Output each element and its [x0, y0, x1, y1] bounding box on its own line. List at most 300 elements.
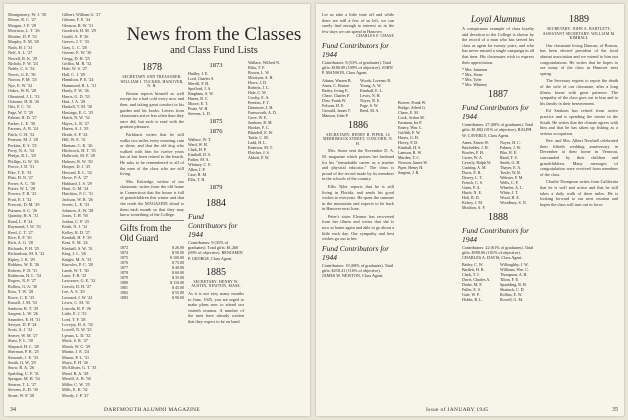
year-heading-1878: 1878 [142, 62, 162, 73]
contributor-name: Norris, G. E. '30 [8, 71, 36, 77]
contributor-name: Webster, F. M. [500, 174, 524, 180]
name-list [188, 71, 244, 116]
contributor-name: Oakes, W. R. '28 [8, 88, 36, 94]
contributor-name: Spofford, J. A. [188, 86, 212, 91]
contributor-name: Lewis, N. H. [360, 92, 381, 98]
fund-summary-1887: Contributors: 27 (68% of graduates). Total gifts: $1,802 (91% of objective). RALPH W. CAVERLY, Class Agent. [462, 122, 534, 138]
contributor-name: Whitney, C. E. [188, 162, 212, 167]
gift-year: 1875 [120, 254, 128, 260]
contributor-name: Morgan, J. F. '29 [8, 22, 37, 28]
contributor-name: Kimball, S. W. '31 [62, 245, 93, 251]
contributor-name: French, C. S. [462, 179, 483, 185]
gift-amount: $ 40.00 [172, 264, 184, 270]
contributor-name: Marden, T. C. [398, 155, 421, 160]
name-column-2 [62, 12, 116, 398]
contributor-name: Rollins, G. A. '30 [8, 283, 38, 289]
contributor-name: Bailey, C. W. [462, 262, 484, 268]
year-heading-1888: 1888 [488, 211, 508, 223]
contributor-name: Chase, E. M. [398, 110, 419, 115]
contributor-name: Lane, F. R. '25 [62, 273, 87, 278]
contributor-name: Holt, R. D. [462, 194, 480, 200]
contributor-name: Gleason, R. W. '31 [62, 22, 94, 28]
contributor-name: * Mrs. Whitney [462, 82, 488, 88]
contributor-name: Patch, C. H. '32 [8, 131, 35, 137]
contributor-name: Newell, R. K. '29 [8, 55, 38, 61]
contributor-name: Sawyer, D. P. '24 [8, 321, 37, 327]
contributor-name: Lowell, N. W. '25 [62, 327, 92, 333]
contributor-name: Mayo, F. H. '26 [62, 360, 89, 365]
contributor-name: Heath, S. P. '24 [62, 131, 88, 137]
column-1889 [540, 12, 618, 209]
contributor-name: Hinman, C. K. '26 [62, 142, 93, 148]
fund-heading-1888: Fund Contributors for 1944 [462, 225, 530, 244]
contributor-name: Spalding, C. F. '31 [8, 370, 39, 376]
page-footer: DARTMOUTH ALUMNI MAGAZINE [104, 407, 201, 413]
contributor-name: Harris, G. D. '33 [62, 93, 90, 99]
contributor-name: Bowen, Frank W. [398, 100, 426, 105]
year-heading-1885: 1885 [206, 266, 226, 278]
contributor-name: Rice, E. F. '30 [8, 234, 32, 240]
gift-amount: $ 26.00 [172, 244, 184, 250]
contributor-name: Pease, W. H. [188, 106, 209, 111]
contributor-name: Hazen, A. J. '29 [62, 126, 89, 132]
gift-amount: $ 50.00 [172, 249, 184, 255]
fund-names-1888 [462, 262, 534, 302]
contributor-name: Shattuck, C. D. [500, 287, 525, 293]
class-credits-1885: SECRETARY: HENRY W. AUSTIN, NEWTON, MASS. [191, 279, 241, 289]
paragraph: Boston reports himself as well except for a bad cold every now and then, and taking great comfort in his garden and his books. Letters from classmates arrive less often than they once did, but each is read with the greatest pleasure. [120, 90, 184, 130]
page-footer: Issue of JANUARY 1945 [426, 407, 489, 413]
contributor-name: Bowles, F. H. [462, 149, 484, 155]
contributor-name: Lamson, R. W. [398, 150, 422, 155]
contributor-name: Marsh, W. C. '29 [62, 343, 91, 349]
contributor-name: Hatch, N. W. '32 [62, 115, 90, 121]
year-heading-1886: 1886 [348, 119, 368, 131]
contributor-name: Otis, F. C. '31 [8, 104, 31, 110]
contributor-name: Case, R. M. [188, 172, 207, 177]
contributor-name: Clark, T. J. [462, 272, 480, 278]
contributor-name: Parsons, A. B. '24 [8, 126, 38, 132]
contributor-name: Williams, Wm. C. [500, 267, 529, 273]
fund-summary-1886: Contributors: 19 (68% of graduates). Total gifts: $218.41 (116% of objective). JAMES W. NEWTON, Class Agent. [322, 262, 394, 279]
contributor-name: Bliss, T. F. [248, 65, 265, 70]
contributor-name: Graves, J. T. '33 [62, 39, 89, 45]
contributor-name: Harris, G. H. [398, 135, 419, 140]
column-loyal-alumnus [462, 12, 534, 302]
contributor-name: Hazen, R. C. [188, 96, 209, 101]
contributor-name: Wheeler, A. L. [500, 184, 524, 190]
paragraph: The Secretary regrets to report the death of the wife of our classmate, after a long illness borne with great patience. The sympathy of the class goes out to him and to his family in their bereavement. [540, 78, 618, 106]
contributor-name: Ames, C. Burton [322, 82, 350, 88]
contributor-name: Quimby, H. A. '31 [8, 213, 39, 219]
contributor-name: Pierce, J. D. '31 [8, 164, 35, 170]
contributor-name: Parker, L. E. '30 [8, 120, 36, 126]
contributor-name: Lord, T. F. '28 [62, 316, 86, 322]
contributor-name: Sargent, L. W. '26 [8, 311, 38, 317]
gift-amount: $ 55.00 [172, 289, 184, 295]
contributor-name: Gregg, D. H. '25 [62, 55, 90, 61]
contributor-name: Lewis, C. M. '31 [62, 300, 90, 306]
column-1878 [120, 60, 184, 300]
name-list [248, 60, 306, 160]
year-heading-1887: 1887 [488, 89, 508, 101]
contributor-name: Smith, G. H. [500, 159, 521, 165]
contributor-name: Shepard, H. C. '28 [8, 343, 39, 349]
class-notes-top: Let us take a little time off and while there are still a few of us left, we can surely find enough to interest us in the few days we can spend in Hanover. [322, 12, 394, 34]
contributor-name: Noble, C. S. '34 [8, 66, 35, 72]
contributor-name: Keith, N. J. '32 [62, 224, 88, 230]
contributor-name: Bridge, Alfred G. [398, 105, 426, 110]
contributor-name: Snow, R. A. '26 [8, 365, 35, 371]
contributor-name: Nichols, F. W. '24 [8, 60, 38, 66]
contributor-name: Gates, P. A. [462, 184, 481, 190]
contributor-name: Page, W. T. '29 [8, 109, 34, 115]
contributor-name: Rowell, G. M. [500, 297, 523, 303]
contributor-name: Merrill, F. H. [188, 81, 210, 86]
fund-summary-1884: Contributors: 9 (35% of graduates). Total gifts: $1,260 (69% of objective). BENJAMIN P. GEORGE, Class Agent. [188, 240, 243, 261]
gift-amount: $ 75.00 [172, 259, 184, 265]
column-1885-cont [322, 12, 394, 280]
contributor-name: Sprague, M. H. '34 [8, 376, 40, 382]
contributor-name: Hatch, N. E. [462, 189, 482, 195]
paragraph: Ed Sanborn has retired from active practice and is spending the winter in the South. He writes that the climate agrees with him and that he has taken up fishing as a serious occupation. [540, 108, 618, 136]
contributor-name: Willoughby, J. W. [500, 262, 529, 268]
contributor-name: Moody, J. P. '27 [62, 392, 89, 398]
column-middle [188, 60, 244, 325]
contributor-name: Holbrook, M. F. '28 [62, 153, 95, 159]
paragraph: Peter's sister Eleanor has recovered from her illness and writes that she is now at home again and able to go about a little each day. Our sympathy and best wishes go out to her. [322, 213, 394, 242]
contributor-name: Cushing, A. M. [462, 164, 487, 170]
gifts-table [120, 245, 184, 300]
contributor-name: Hardy, F. W. '26 [62, 88, 89, 94]
contributor-name: Davis, Charles A. [462, 277, 491, 283]
gift-year: 1882 [120, 289, 128, 295]
contributor-name: Woods, Lorenzo B. [360, 77, 392, 83]
contributor-name: Moore, E. T. [188, 101, 209, 106]
contributor-name: Phelps, R. L. '29 [8, 153, 36, 159]
contributor-name: Montgomery, W. J. '30 [8, 12, 46, 17]
contributor-name: Palmer, R. D. '27 [8, 115, 37, 121]
contributor-name: Eastman, Ira P. [398, 120, 422, 125]
contributor-name: Thompson, A. B. [500, 272, 528, 278]
contributor-name: Kimball, E. L. [360, 87, 383, 93]
contributor-name: Wood, H. E. [500, 194, 520, 200]
gift-amount: $ 100.00 [170, 254, 184, 260]
contributor-name: Hale, C. W. [248, 90, 267, 95]
contributor-name: Perkins, E. S. '25 [8, 142, 37, 148]
gift-year: 1879 [120, 274, 128, 280]
contributor-name: Emerson, M. T. [248, 145, 273, 150]
contributor-name: Roberts, F. D. '31 [8, 267, 38, 273]
contributor-name: Hale, W. S. '27 [62, 66, 87, 72]
contributor-name: Prentiss, F. T. [248, 100, 270, 105]
contributor-name: Nye, E. W. '32 [8, 82, 33, 88]
contributor-name: Miller, C. W. '25 [62, 381, 90, 387]
contributor-name: Gale, W. P. [462, 292, 480, 298]
contributor-name: Kelley, R. D. '27 [62, 229, 90, 235]
column-right [248, 60, 306, 160]
contributor-name: Noyes, H. C. [500, 139, 521, 145]
contributor-name: Phillips, G. W. '26 [8, 158, 39, 164]
gift-amount: $ 90.00 [172, 294, 184, 300]
contributor-name: Osborne, H. R. '26 [8, 99, 40, 104]
contributor-name: Piper, Henry H. [398, 165, 424, 170]
contributor-name: Caverly, Ralph W. [462, 159, 492, 165]
contributor-name: McAllister, G. T. '33 [62, 365, 97, 371]
contributor-name: Haskell, T. M. '30 [62, 104, 92, 110]
contributor-name: Ladd, H. L. [248, 140, 267, 145]
contributor-name: Gilbert, William G. '27 [62, 12, 101, 17]
contributor-name: Gray, L. C. '28 [62, 44, 87, 50]
class-notes-1886 [322, 148, 394, 242]
contributor-name: Simonds, J. E. '33 [8, 354, 39, 360]
signature: CHARLES F. CHASE [356, 34, 394, 39]
contributor-name: Sherman, P. R. '25 [8, 349, 39, 355]
contributor-name: Richardson, M. S. '32 [8, 251, 45, 257]
contributor-name: Jordan, C. P. '25 [62, 218, 90, 224]
contributor-name: Stevens, E. D. '30 [8, 387, 38, 393]
contributor-name: Rollins, E. W. [500, 292, 523, 298]
section-subtitle: and Class Fund Lists [170, 45, 258, 56]
loyal-alumnus-text: A conspicuous example of class loyalty and devotion to the College is shown by the record of a man who has served his class as agent for twenty years, and who has never missed a single campaign in all that time. His classmates wish to express their appreciation. [462, 26, 534, 65]
contributor-name: Ross, T. W. '28 [8, 289, 34, 295]
contributor-name: Kelsey, J. M. [462, 199, 483, 205]
contributor-name: Spaulding, R. H. [500, 282, 527, 288]
contributor-name: Dewey, L. T. [462, 174, 483, 180]
contributor-name: Griffith, F. W. [398, 130, 421, 135]
contributor-name: Ripley, J. K. '29 [8, 256, 35, 262]
contributor-name: Young, A. W. [360, 82, 382, 88]
fund-heading-1884: Fund Contributors for 1944 [188, 212, 238, 239]
contributor-name: Howe, J. D. [248, 80, 267, 85]
contributor-name: Platt, H. N. '27 [8, 175, 33, 181]
contributor-name: Reed, M. A. [360, 107, 380, 113]
contributor-name: Hooper, D. J. '25 [62, 164, 91, 170]
paragraph: Rev. and Mrs. Albert Newhall celebrated their fiftieth wedding anniversary in December at their home in Vermont, surrounded by their children and grandchildren. Many messages of congratulation were received from members of the class. [540, 138, 618, 177]
contributor-name: Sargent, J. B. [398, 170, 420, 175]
paragraph: Parkhurst writes that he still walks two miles every morning, rain or shine, and that the old dog who walked with him for twelve years has at last been retired to the hearth. He asks to be remembered to all of the men of the class who are still living. [120, 131, 184, 177]
contributor-name: Gerould, James T. [322, 107, 351, 113]
contributor-name: Hovey, F. D. [398, 140, 419, 145]
contributor-name: Russell, J. M. '33 [8, 300, 37, 306]
contributor-name: Fuller, E. S. [462, 287, 482, 293]
gift-year: 1874 [120, 249, 128, 255]
paragraph: Mrs. Kittredge, widow of our classmate, writes from the old home in Connecticut that the house is full of grandchildren this winter and that she reads the MAGAZINE aloud to them each month so that they may know something of the College. [120, 178, 184, 218]
contributor-name: Woodbury, S. N. [500, 199, 527, 205]
contributor-name: Neff, A. L. '27 [8, 50, 33, 56]
gift-year: 1877 [120, 264, 128, 270]
contributor-name: Stone, W. P. '28 [8, 392, 35, 398]
contributor-name: Morrison, L. T. '26 [8, 28, 40, 34]
contributor-name: Kimball, H. S. [398, 145, 422, 150]
contributor-name: Crosby, E. A. [248, 95, 270, 100]
contributor-name: Brown, L. W. [248, 70, 270, 75]
contributor-name: Putnam, S. C. '26 [8, 207, 38, 213]
class-notes-1889 [540, 43, 618, 208]
page-number: 35 [612, 407, 618, 413]
gift-year: 1876 [120, 259, 128, 265]
gift-year: 1881 [120, 284, 128, 290]
left-page [4, 4, 310, 416]
class-credits-1886: SECRETARY: HENRY H. PIPER, 14 MERRIMACK STREET, CONCORD, N. H. [323, 132, 393, 146]
contributor-name: Murphy, E. M. '28 [8, 39, 39, 45]
contributor-name: * Mrs. Jameson [462, 67, 488, 73]
gifts-heading: Gifts from the Old Guard [120, 222, 171, 243]
contributor-name: Leonard, J. W. '24 [62, 294, 93, 300]
contributor-name: Hastings, E. C. '25 [62, 109, 94, 115]
contributor-name: Pike, R. E. [500, 149, 518, 155]
contributor-name: Clark, H. P. [188, 147, 207, 152]
contributor-name: Seaver, W. M. '27 [8, 332, 38, 338]
contributor-name: Nash, H. J. '31 [8, 44, 33, 50]
contributor-name: Mills, E. K. '32 [62, 387, 88, 393]
contributor-name: Holmes, R. W. '30 [62, 158, 93, 164]
contributor-name: Rand, T. S. [500, 154, 518, 160]
section-title: News from the Classes [126, 24, 302, 45]
contributor-name: Rowe, C. E. '25 [8, 294, 35, 300]
contributor-name: King, J. L. '26 [62, 251, 86, 257]
contributor-name: Jones, T. H. '30 [62, 213, 88, 219]
contributor-name: Hayes, L. R. '27 [62, 120, 90, 126]
contributor-name: Batchelder, J. H. [462, 144, 489, 150]
contributor-name: Hunt, G. M. '24 [62, 186, 89, 191]
gift-amount: $ 110.00 [170, 279, 184, 285]
contributor-name: Howe, P. A. '27 [62, 175, 88, 181]
contributor-name: Jewett, L. E. '33 [62, 202, 90, 208]
contributor-name: Davis, E. R. [462, 169, 482, 175]
fund-heading-1885: Fund Contributors for 1944 [322, 40, 390, 59]
contributor-name: * Mrs. Tyler [462, 77, 482, 83]
contributor-name: Hamilton, P. E. '24 [62, 77, 94, 83]
contributor-name: Martin, J. E. '24 [62, 349, 89, 355]
contributor-name: Merrill, A. B. '30 [62, 376, 91, 382]
contributor-name: Sanborn, R. M. [248, 120, 273, 125]
contributor-name: Kent, E. M. '24 [62, 240, 88, 246]
loyal-alumnus-names [462, 67, 534, 87]
contributor-name: Wallace, W. T. [188, 137, 212, 142]
contributor-name: Perry, N. A. '34 [8, 147, 34, 153]
contributor-name: Prescott, D. M. '29 [8, 202, 40, 208]
contributor-name: Folsom, H. E. [322, 102, 345, 108]
contributor-name: Parker, M. A. [188, 157, 210, 162]
contributor-name: Lyman, L. D. '32 [62, 332, 91, 338]
contributor-name: Kendall, H. F. '29 [62, 234, 92, 240]
contributor-name: Lincoln, R. P. '26 [62, 305, 91, 311]
contributor-name: Rand, L. P. '24 [8, 218, 33, 224]
gift-year: 1872 [120, 244, 128, 250]
class-credits-1889: SECRETARY: JOHN A. BARTLETT; ASSISTANT SECRETARY: WILLIAM M. KIMBALL [542, 27, 616, 41]
year-heading-1875: 1875 [209, 118, 223, 125]
contributor-name: Thayer, E. A. [500, 164, 522, 170]
contributor-name: Potter, W. L. '28 [8, 186, 36, 191]
fund-heading-1886: Fund Contributors for 1944 [322, 243, 390, 262]
contributor-name: Abbott, P. W. [248, 155, 270, 160]
contributor-name: Adams, Warren B. [322, 77, 352, 83]
contributor-name: Ellis, T. H. [188, 177, 206, 182]
contributor-name: Stevens, L. D. [188, 111, 211, 116]
contributor-name: Hooker, F. C. [248, 125, 270, 130]
contributor-name: Morrison, A. H. [248, 75, 274, 80]
contributor-name: Dinsmore, J. H. [248, 105, 274, 110]
contributor-name: Hart, J. A. '28 [62, 99, 86, 104]
contributor-name: Farnsworth, A. D. [248, 110, 277, 115]
contributor-name: Leavitt, D. H. '27 [62, 283, 92, 289]
year-heading-1879: 1879 [209, 184, 223, 191]
gift-amount: $ 35.00 [172, 274, 184, 280]
contributor-name: Kimball, D. S. [188, 152, 212, 157]
gift-year: 1878 [120, 269, 128, 275]
contributor-name: Sanborn, R. T. '29 [8, 305, 39, 311]
gift-year: 1883 [120, 294, 128, 300]
contributor-name: Moulton, A. F. [462, 204, 486, 210]
contributor-name: Pearson, M. J. '28 [8, 137, 38, 143]
year-heading-1876: 1876 [209, 128, 223, 135]
contributor-name: Goodrich, H. M. '29 [62, 28, 96, 34]
contributor-name: Lee, A. S. '29 [62, 289, 85, 295]
loyal-alumnus-heading: Loyal Alumnus [470, 14, 526, 24]
year-heading-1873: 1873 [209, 62, 223, 69]
contributor-name: Saunders, E. H. '31 [8, 316, 41, 322]
contributor-name: Norton, P. M. '25 [8, 77, 37, 83]
contributor-name: White, J. T. [500, 189, 519, 195]
page-number: 34 [10, 407, 16, 413]
right-page [316, 4, 624, 416]
contributor-name: Gould, A. P. '26 [62, 33, 89, 39]
fund-names-1887 [462, 140, 534, 210]
contributor-name: Drake, M. F. [462, 282, 483, 288]
name-list [188, 137, 244, 182]
contributor-name: Reed, C. T. '27 [8, 229, 33, 235]
contributor-name: Lamb, W. T. '30 [62, 267, 89, 273]
contributor-name: Shaw, F. L. '30 [8, 338, 33, 344]
contributor-name: Hammond, R. L. '31 [62, 82, 97, 88]
contributor-name: Mosher, D. P. '33 [8, 33, 37, 39]
name-column-1 [8, 12, 60, 398]
class-notes-1885: As it is not very many months to June, 1945, you are urged to make plans now to attend our sixtieth reunion. A number of the men have already written that they expect to be on hand. [188, 291, 244, 324]
contributor-name: Knight, M. A. '33 [62, 256, 92, 262]
contributor-name: Hadley, J. E. [188, 71, 209, 76]
contributor-name: Chase, Charles F. [322, 92, 350, 98]
contributor-name: Bartlett, H. R. [462, 267, 485, 273]
divider [120, 220, 184, 221]
contributor-name: Hobbs, R. L. [462, 297, 483, 303]
contributor-name: Olmstead, J. L. '33 [8, 93, 40, 99]
contributor-name: Allen, J. P. [188, 167, 206, 172]
contributor-name: Hill, W. E. '31 [62, 137, 86, 143]
contributor-name: Wallace, Wilfred N. [248, 60, 280, 65]
contributor-name: Jackson, W. R. '26 [62, 196, 93, 202]
contributor-name: Raymond, J. W. '33 [8, 224, 41, 230]
contributor-name: Griffin, M. R. '32 [62, 60, 92, 66]
contributor-name: Richards, P. H. '25 [8, 245, 39, 251]
contributor-name: Lovejoy, H. A. '30 [62, 321, 93, 327]
contributor-name: Knowles, P. C. '28 [62, 262, 93, 268]
contributor-name: Powers, F. R. '25 [8, 191, 37, 197]
contributor-name: Hutchins, F. C. '31 [62, 191, 94, 197]
class-credits-1878: SECRETARY AND TREASURER: WILLIAM J. TUCKER, HANOVER, N. H. [120, 75, 184, 89]
contributor-name: Lord, Charles S. [188, 76, 215, 81]
contributor-name: Stearns, T. L. '27 [8, 381, 37, 387]
contributor-name: Robinson, H. L. '34 [8, 273, 41, 278]
contributor-name: Lawrence, G. E. '32 [62, 278, 96, 284]
contributor-name: Bailey, Irving E. [322, 87, 349, 93]
contributor-name: Wells, C. P. [500, 179, 519, 185]
contributor-name: Palmer, J. W. [500, 144, 522, 150]
contributor-name: Mason, P. L. '31 [62, 354, 90, 360]
contributor-name: Scott, A. J. '32 [8, 327, 33, 333]
contributor-name: Bingham, A. W. [188, 91, 214, 96]
gift-amount: $ 45.00 [172, 284, 184, 290]
